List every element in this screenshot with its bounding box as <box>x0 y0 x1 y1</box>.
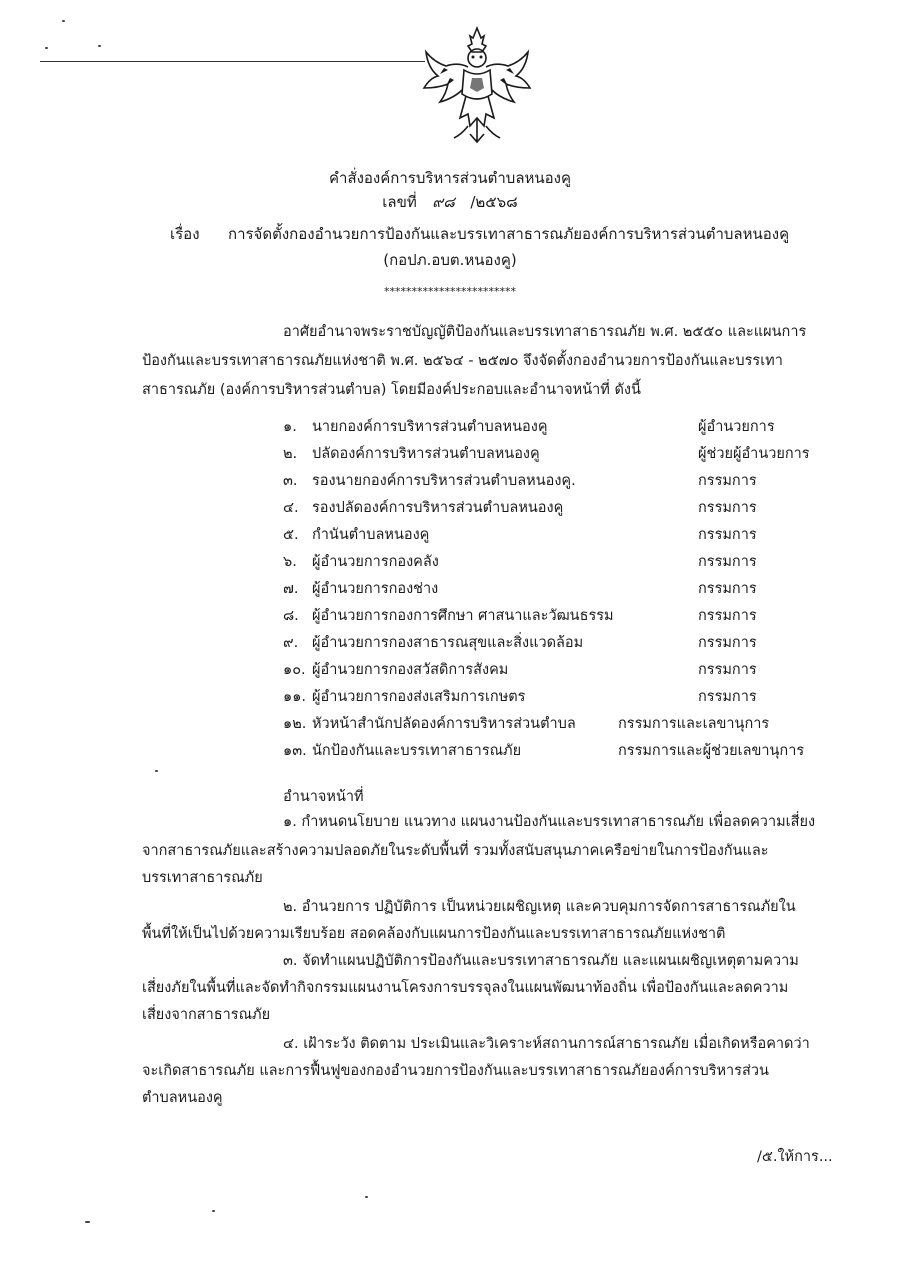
member-role: กรรมการ <box>698 581 757 597</box>
duty-3-line-3: เสี่ยงจากสาธารณภัย <box>142 1007 271 1023</box>
member-num: ๔. <box>283 500 299 516</box>
member-role: กรรมการและเลขานุการ <box>618 716 770 732</box>
duty-1-line-2: จากสาธารณภัยและสร้างความปลอดภัยในระดับพื้นที่ รวมทั้งสนับสนุนภาคเครือข่ายในการป้องกันและ <box>142 843 769 859</box>
scan-speck <box>365 1196 368 1198</box>
member-role: กรรมการ <box>698 473 757 489</box>
intro-line-1: อาศัยอำนาจพระราชบัญญัติป้องกันและบรรเทาสาธารณภัย พ.ศ. ๒๕๕๐ และแผนการ <box>283 324 807 340</box>
order-number-year: /๒๕๖๘ <box>470 193 518 211</box>
order-number-handwritten: ๙๘ <box>432 193 455 211</box>
member-role: กรรมการ <box>698 635 757 651</box>
member-name: รองนายกองค์การบริหารส่วนตำบลหนองคู. <box>312 473 576 489</box>
member-num: ๑๓. <box>283 743 307 759</box>
member-num: ๑๑. <box>283 689 307 705</box>
member-name: ผู้อำนวยการกองสวัสดิการสังคม <box>312 662 509 678</box>
member-num: ๓. <box>283 473 298 489</box>
scan-speck <box>62 20 65 22</box>
duty-4-line-1: ๔. เฝ้าระวัง ติดตาม ประเมินและวิเคราะห์สถานการณ์สาธารณภัย เมื่อเกิดหรือคาดว่า <box>283 1036 810 1052</box>
order-number <box>0 190 900 214</box>
order-number-label: เลขที่ <box>382 193 417 211</box>
member-num: ๙. <box>283 635 299 651</box>
duty-1-line-3: บรรเทาสาธารณภัย <box>142 870 263 886</box>
duties-heading: อำนาจหน้าที่ <box>283 789 364 805</box>
member-name: ผู้อำนวยการกองช่าง <box>312 581 439 597</box>
member-role: กรรมการ <box>698 527 757 543</box>
member-role: กรรมการ <box>698 608 757 624</box>
member-num: ๑. <box>283 419 297 435</box>
scan-speck <box>45 47 48 49</box>
member-role: กรรมการ <box>698 662 757 678</box>
member-name: รองปลัดองค์การบริหารส่วนตำบลหนองคู <box>312 500 564 516</box>
duty-3-line-1: ๓. จัดทำแผนปฏิบัติการป้องกันและบรรเทาสาธารณภัย และแผนเผชิญเหตุตามความ <box>283 953 799 969</box>
member-role: กรรมการ <box>698 500 757 516</box>
member-name: หัวหน้าสำนักปลัดองค์การบริหารส่วนตำบล <box>312 716 576 732</box>
member-name: ผู้อำนวยการกองคลัง <box>312 554 439 570</box>
member-name: นายกองค์การบริหารส่วนตำบลหนองคู <box>312 419 548 435</box>
header-rule <box>40 61 425 62</box>
garuda-emblem-icon <box>418 22 536 146</box>
order-title: คำสั่งองค์การบริหารส่วนตำบลหนองคู <box>328 169 572 187</box>
intro-line-2: ป้องกันและบรรเทาสาธารณภัยแห่งชาติ พ.ศ. ๒๕๖๔ - ๒๕๗๐ จึงจัดตั้งกองอำนวยการป้องกันและบรรเทา <box>142 353 783 369</box>
duty-2-line-1: ๒. อำนวยการ ปฏิบัติการ เป็นหน่วยเผชิญเหตุ และควบคุมการจัดการสาธารณภัยใน <box>283 899 796 915</box>
member-role: ผู้อำนวยการ <box>698 419 775 435</box>
member-name: ผู้อำนวยการกองส่งเสริมการเกษตร <box>312 689 526 705</box>
member-role: กรรมการและผู้ช่วยเลขานุการ <box>618 743 805 759</box>
duty-2-line-2: พื้นที่ให้เป็นไปด้วยความเรียบร้อย สอดคล้องกับแผนการป้องกันและบรรเทาสาธารณภัยแห่งชาติ <box>142 926 726 942</box>
scan-speck <box>85 1221 90 1223</box>
member-name: ผู้อำนวยการกองสาธารณสุขและสิ่งแวดล้อม <box>312 635 584 651</box>
continuation-marker: /๕.ให้การ... <box>757 1149 833 1165</box>
member-num: ๑๐. <box>283 662 306 678</box>
subject-label: เรื่อง <box>170 225 200 243</box>
abbreviation: (กอปภ.อบต.หนองคู) <box>383 251 517 269</box>
scan-speck <box>155 770 158 772</box>
duty-4-line-2: จะเกิดสาธารณภัย และการฟื้นฟูของกองอำนวยการป้องกันและบรรเทาสาธารณภัยองค์การบริหารส่วน <box>142 1063 769 1079</box>
member-num: ๖. <box>283 554 297 570</box>
member-name: ปลัดองค์การบริหารส่วนตำบลหนองคู <box>312 446 540 462</box>
subject-text: การจัดตั้งกองอำนวยการป้องกันและบรรเทาสาธารณภัยองค์การบริหารส่วนตำบลหนองคู <box>228 225 790 243</box>
member-name: กำนันตำบลหนองคู <box>312 527 430 543</box>
member-name: นักป้องกันและบรรเทาสาธารณภัย <box>312 743 522 759</box>
member-name: ผู้อำนวยการกองการศึกษา ศาสนาและวัฒนธรรม <box>312 608 614 624</box>
separator: ************************ <box>384 285 516 298</box>
scan-speck <box>212 1210 215 1212</box>
member-num: ๕. <box>283 527 299 543</box>
member-num: ๑๒. <box>283 716 307 732</box>
duty-3-line-2: เสี่ยงภัยในพื้นที่และจัดทำกิจกรรมแผนงานโครงการบรรจุลงในแผนพัฒนาท้องถิ่น เพื่อป้องกันและลดความ <box>142 980 789 996</box>
member-num: ๒. <box>283 446 298 462</box>
member-role: กรรมการ <box>698 689 757 705</box>
scan-speck <box>98 45 101 47</box>
member-role: กรรมการ <box>698 554 757 570</box>
member-num: ๘. <box>283 608 299 624</box>
member-role: ผู้ช่วยผู้อำนวยการ <box>698 446 810 462</box>
duty-4-line-3: ตำบลหนองคู <box>142 1090 223 1106</box>
duty-1-line-1: ๑. กำหนดนโยบาย แนวทาง แผนงานป้องกันและบรรเทาสาธารณภัย เพื่อลดความเสี่ยง <box>283 814 816 830</box>
member-num: ๗. <box>283 581 299 597</box>
intro-line-3: สาธารณภัย (องค์การบริหารส่วนตำบล) โดยมีองค์ประกอบและอำนาจหน้าที่ ดังนี้ <box>142 382 641 398</box>
